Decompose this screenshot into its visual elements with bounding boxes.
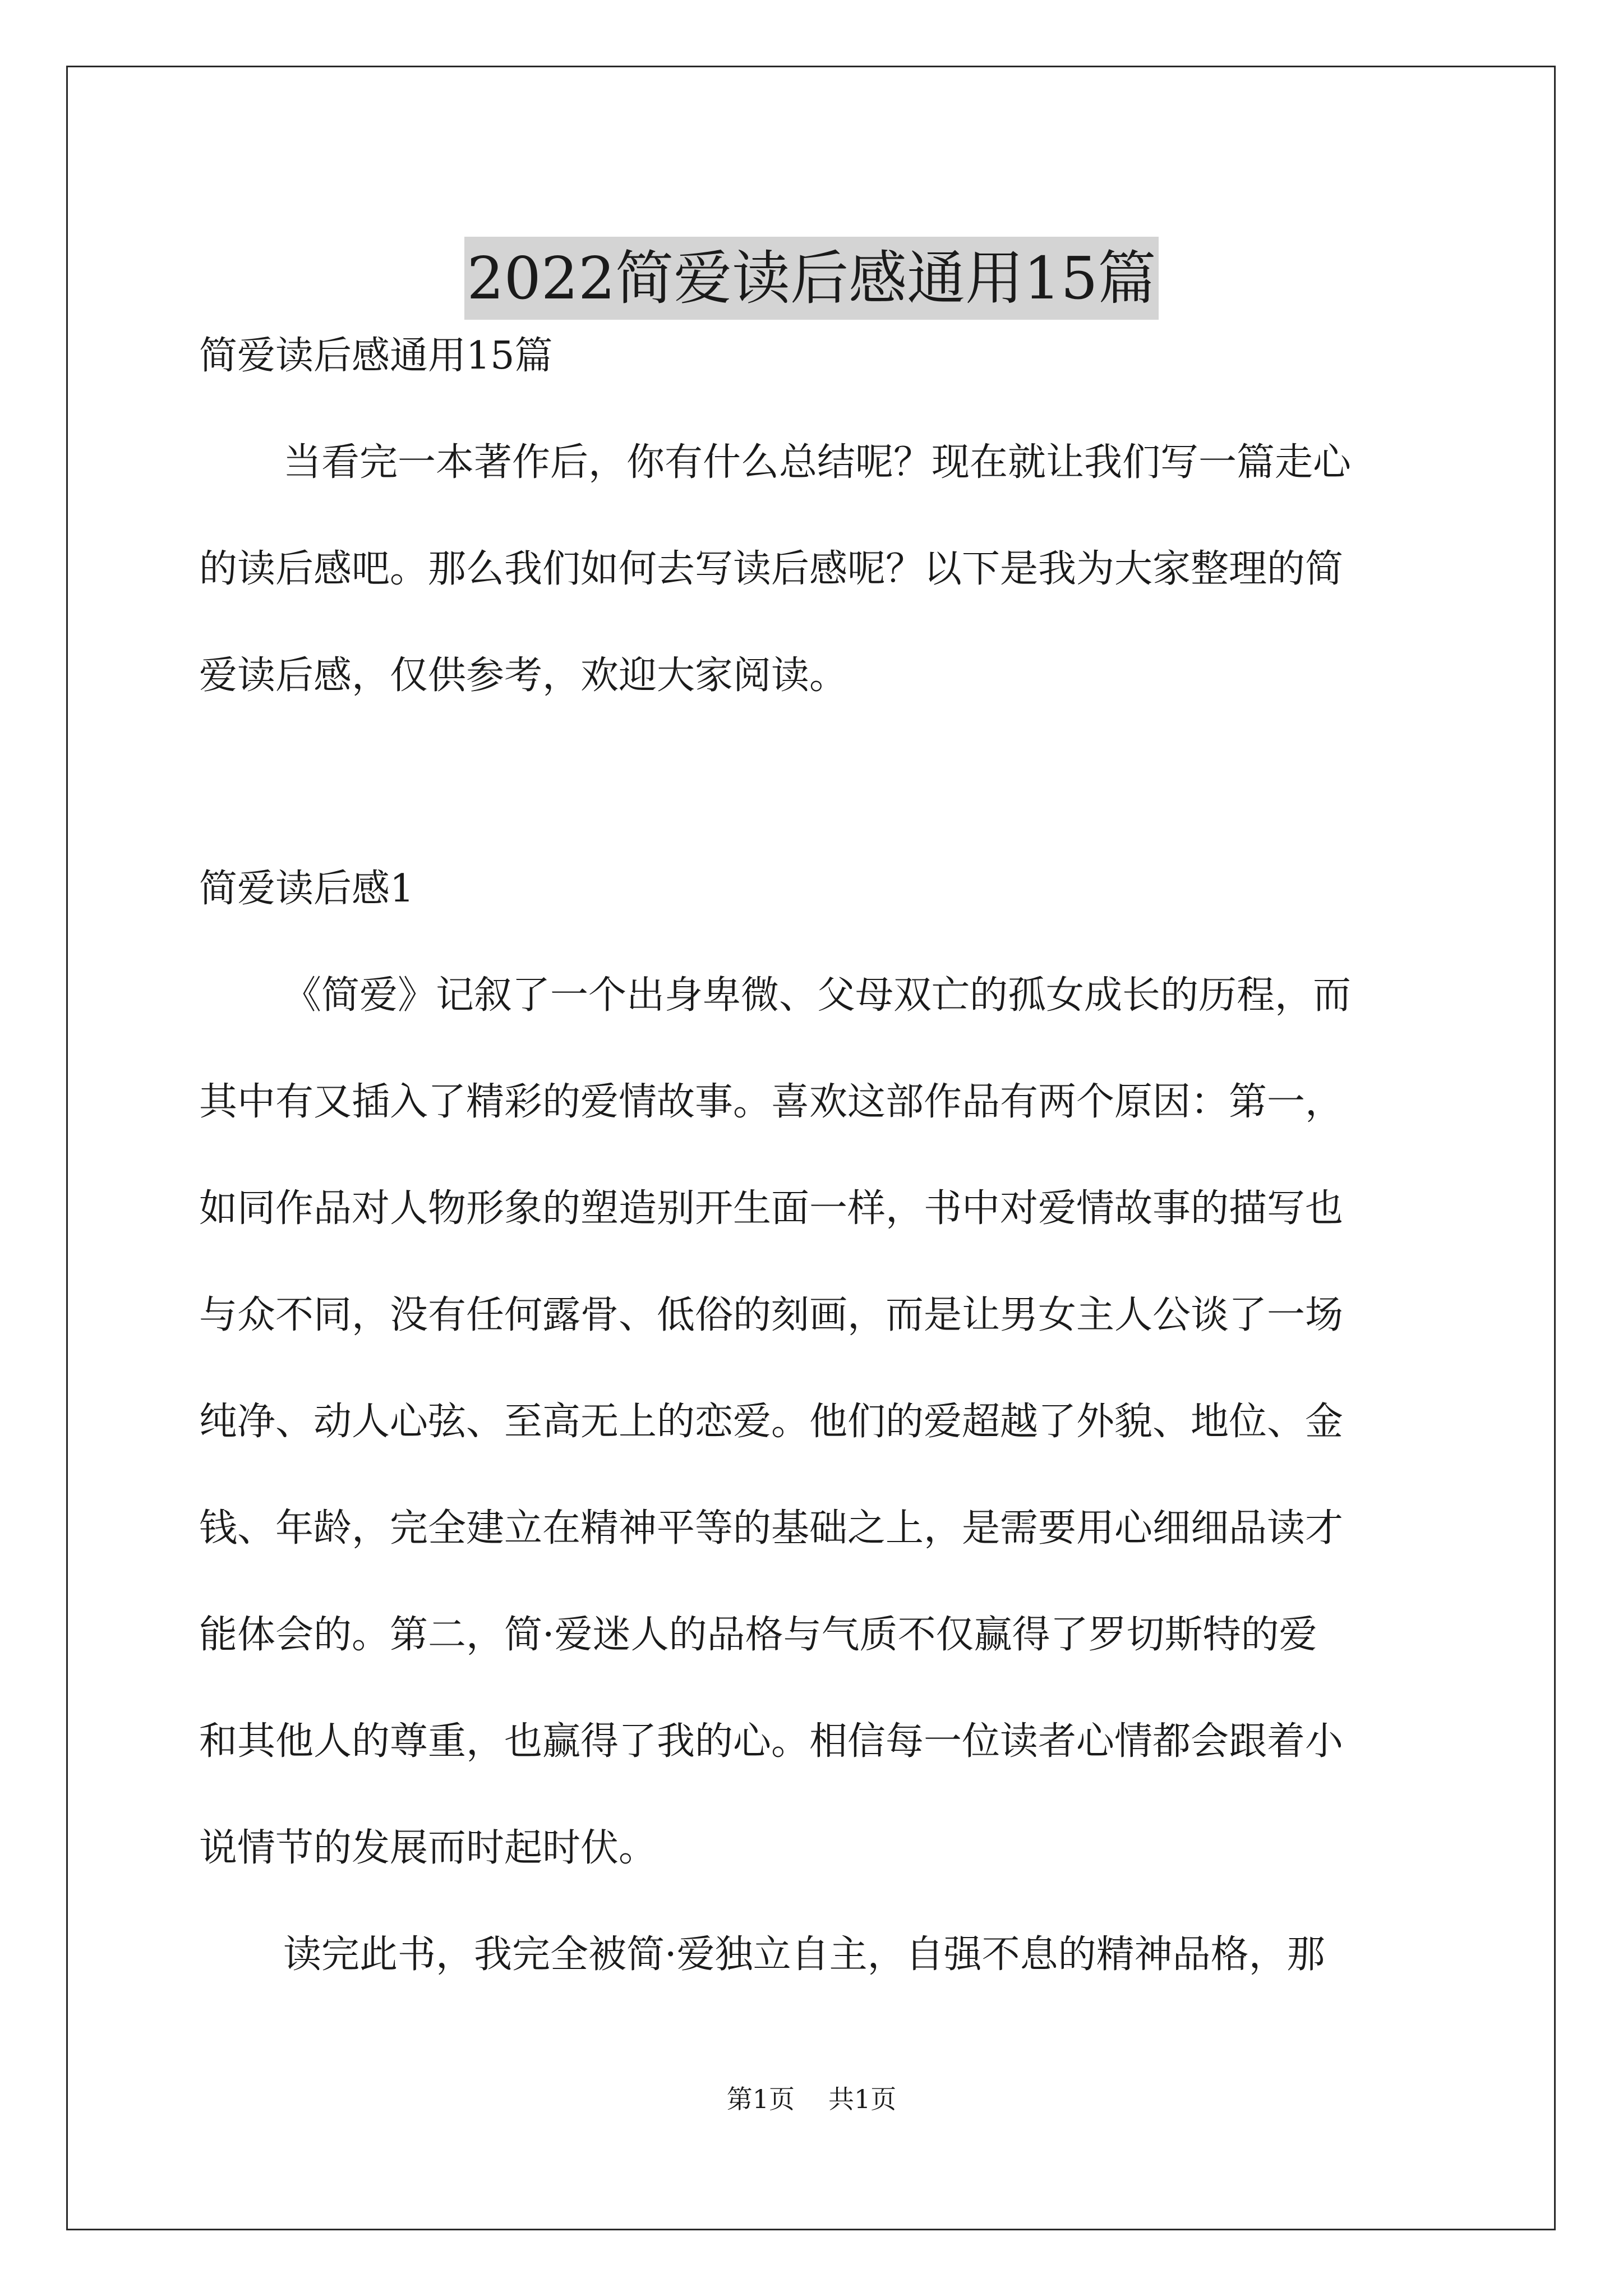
page-footer [0,2082,1623,2116]
paragraph-line: 钱、年龄，完全建立在精神平等的基础之上，是需要用心细细品读才 [199,1506,1344,1550]
document-title: 2022简爱读后感通用15篇 [464,237,1158,320]
page-number-total: 共1页 [828,2084,897,2114]
paragraph-line: 说情节的发展而时起时伏。 [199,1826,657,1870]
paragraph-line: 读完此书，我完全被简·爱独立自主，自强不息的精神品格，那 [283,1932,1325,1977]
intro-line: 当看完一本著作后，你有什么总结呢？现在就让我们写一篇走心 [283,440,1352,485]
blank-line [199,729,1424,836]
paragraph-line: 纯净、动人心弦、至高无上的恋爱。他们的爱超越了外貌、地位、金 [199,1400,1344,1444]
paragraph-line: 与众不同，没有任何露骨、低俗的刻画，而是让男女主人公谈了一场 [199,1293,1344,1337]
paragraph-line: 能体会的。第二，简·爱迷人的品格与气质不仅赢得了罗切斯特的爱 [199,1613,1317,1657]
paragraph-line: 如同作品对人物形象的塑造别开生面一样，书中对爱情故事的描写也 [199,1186,1344,1231]
document-subtitle: 简爱读后感通用15篇 [199,334,553,378]
document-body [199,303,1424,2008]
paragraph-line: 其中有又插入了精彩的爱情故事。喜欢这部作品有两个原因：第一， [199,1080,1344,1124]
page-number-current: 第1页 [726,2084,795,2114]
intro-line: 的读后感吧。那么我们如何去写读后感呢？以下是我为大家整理的简 [199,547,1344,591]
section-heading: 简爱读后感1 [199,867,414,911]
intro-line: 爱读后感，仅供参考，欢迎大家阅读。 [199,654,848,698]
paragraph-line: 《简爱》记叙了一个出身卑微、父母双亡的孤女成长的历程，而 [283,973,1352,1018]
paragraph-line: 和其他人的尊重，也赢得了我的心。相信每一位读者心情都会跟着小 [199,1719,1344,1764]
